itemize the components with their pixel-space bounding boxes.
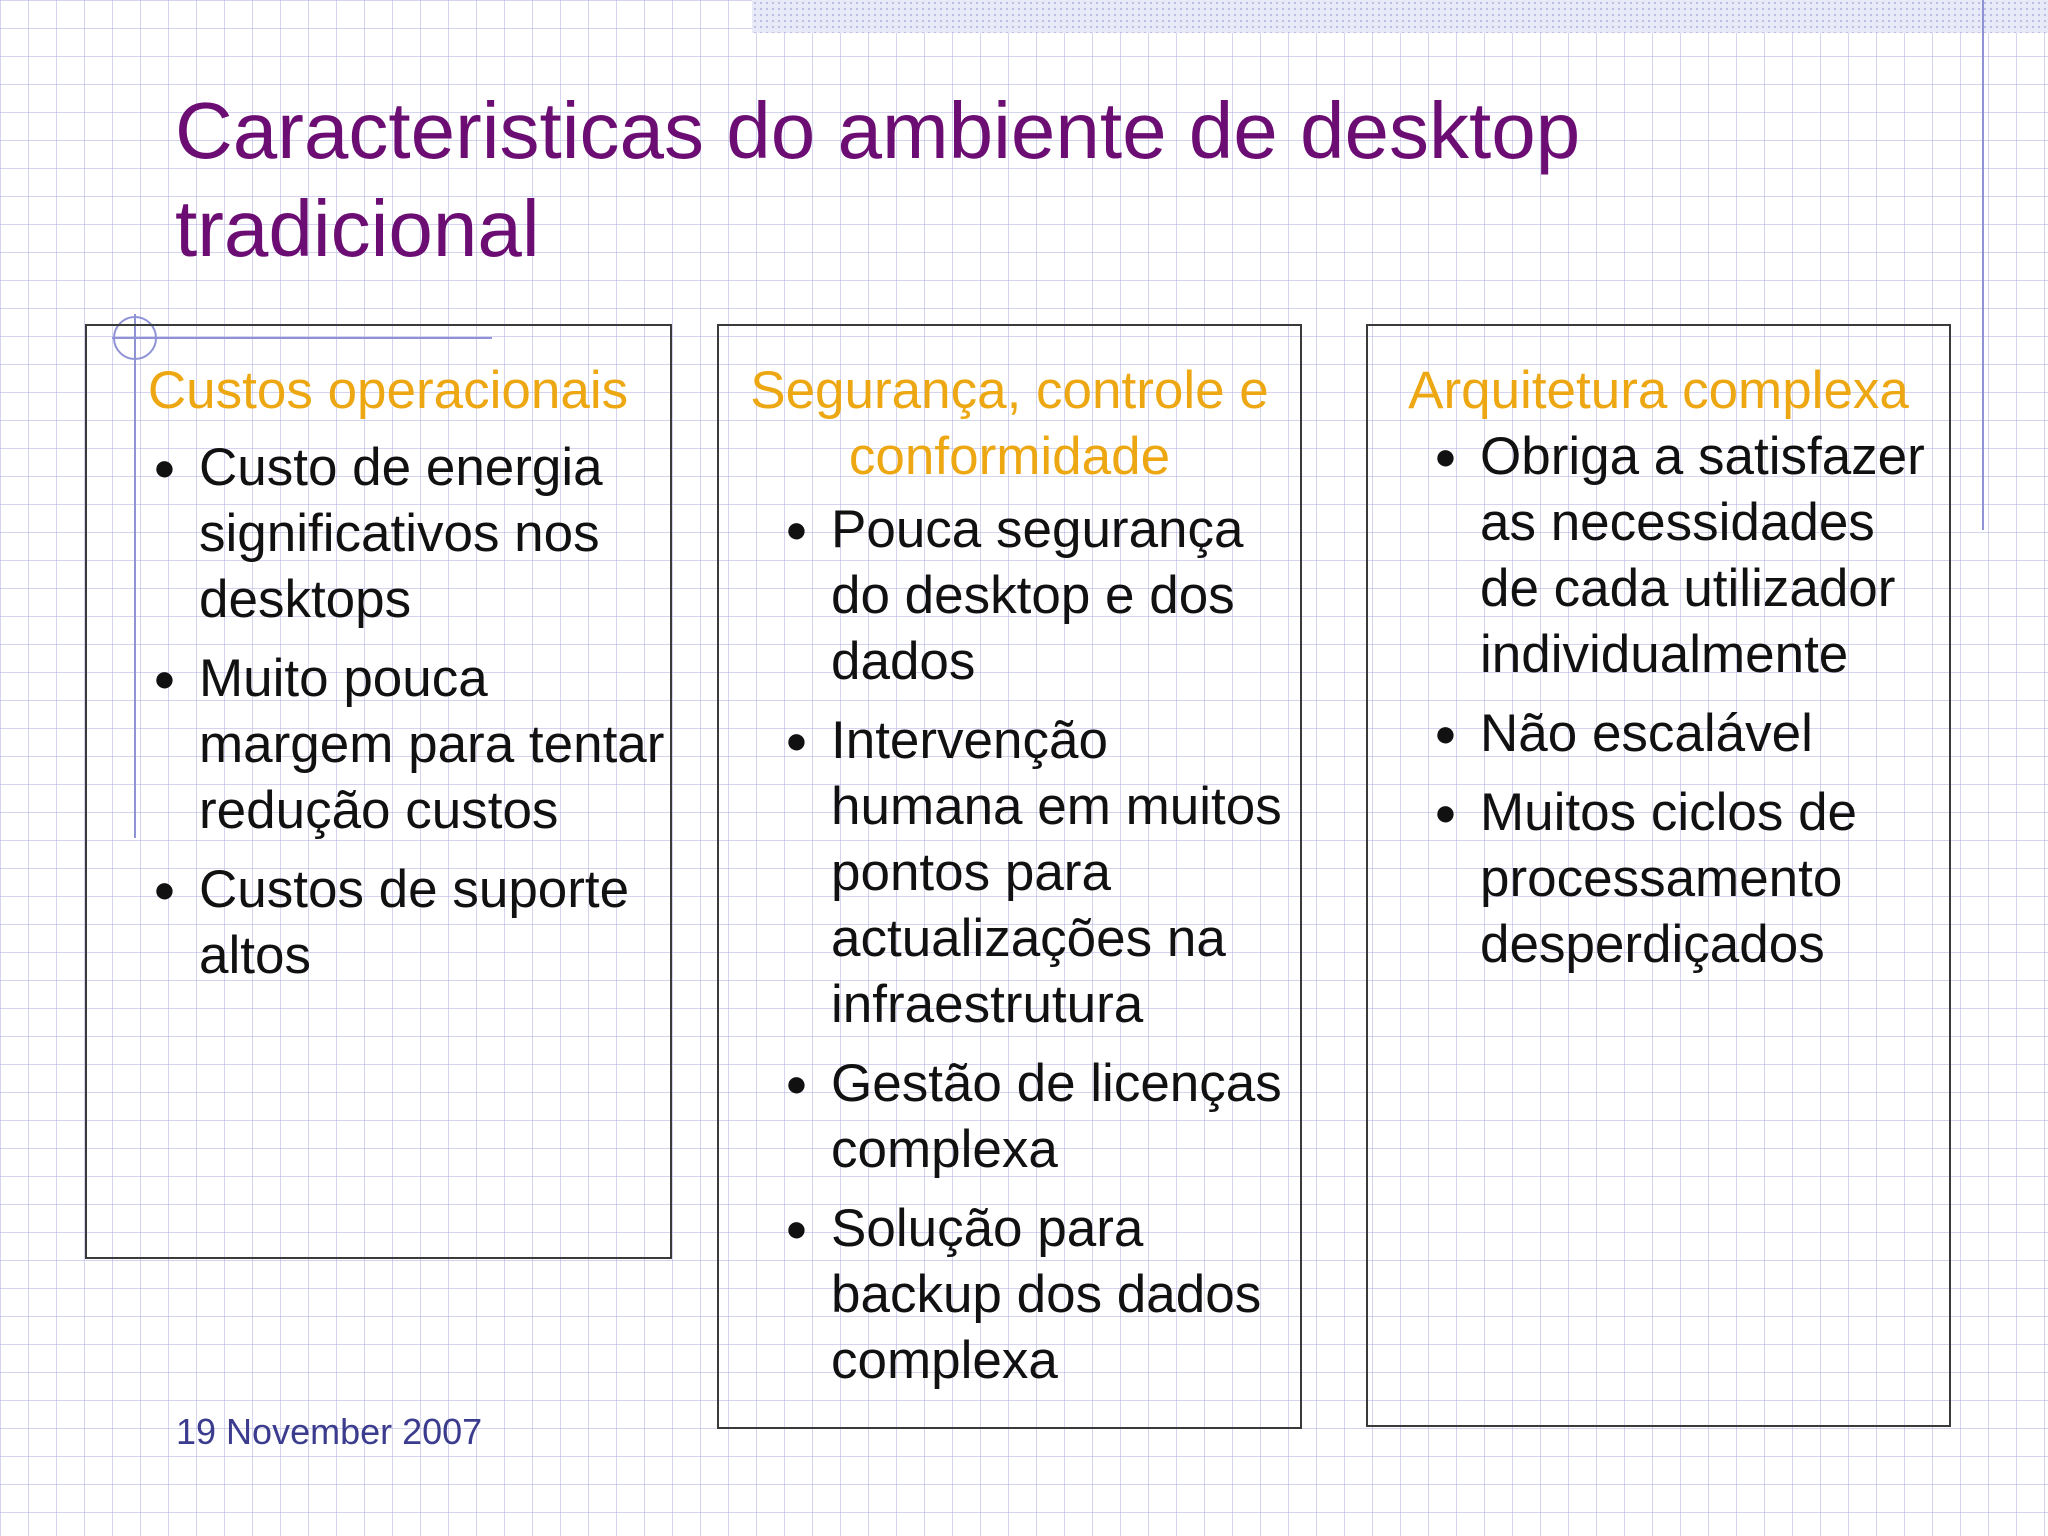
bullet-icon: ● bbox=[785, 1063, 808, 1105]
column-heading: Arquitetura complexa bbox=[1408, 361, 1909, 420]
bullet-icon: ● bbox=[153, 869, 176, 911]
bullet-icon: ● bbox=[785, 1208, 808, 1250]
list-item: ● Custos de suporte altos bbox=[153, 857, 673, 989]
list-item: ● Gestão de licenças complexa bbox=[785, 1051, 1305, 1183]
column-custos bbox=[108, 358, 668, 1002]
bullet-icon: ● bbox=[153, 447, 176, 489]
bullet-icon: ● bbox=[1434, 436, 1457, 478]
slide-title: Caracteristicas do ambiente de desktop tradicional bbox=[175, 86, 1581, 273]
header-pattern-band bbox=[752, 0, 2048, 33]
slide-date: 19 November 2007 bbox=[176, 1411, 483, 1452]
bullet-icon: ● bbox=[785, 720, 808, 762]
decorative-vertical-line bbox=[1982, 0, 1984, 530]
bullet-icon: ● bbox=[153, 658, 176, 700]
list-item: ● Intervenção humana em muitos pontos para actualizações na infraestrutura bbox=[785, 708, 1305, 1038]
list-item: ● Custo de energia significativos nos desktops bbox=[153, 435, 673, 633]
bullet-icon: ● bbox=[1434, 713, 1457, 755]
column-arquitetura bbox=[1371, 358, 1946, 991]
bullet-list bbox=[785, 497, 1305, 1394]
column-heading: Segurança, controle e conformidade bbox=[750, 361, 1269, 486]
column-heading: Custos operacionais bbox=[147, 361, 629, 420]
bullet-icon: ● bbox=[1434, 792, 1457, 834]
list-item: ● Solução para backup dos dados complexa bbox=[785, 1196, 1305, 1394]
list-item: ● Muitos ciclos de processamento desperdiçados bbox=[1434, 780, 1944, 978]
list-item: ● Não escalável bbox=[1434, 701, 1944, 767]
list-item: ● Muito pouca margem para tentar redução custos bbox=[153, 646, 673, 844]
bullet-list bbox=[153, 435, 673, 989]
bullet-list bbox=[1434, 424, 1944, 978]
list-item: ● Pouca segurança do desktop e dos dados bbox=[785, 497, 1305, 695]
bullet-icon: ● bbox=[785, 509, 808, 551]
column-seguranca bbox=[722, 358, 1297, 1407]
list-item: ● Obriga a satisfazer as necessidades de cada utilizador individualmente bbox=[1434, 424, 1944, 688]
